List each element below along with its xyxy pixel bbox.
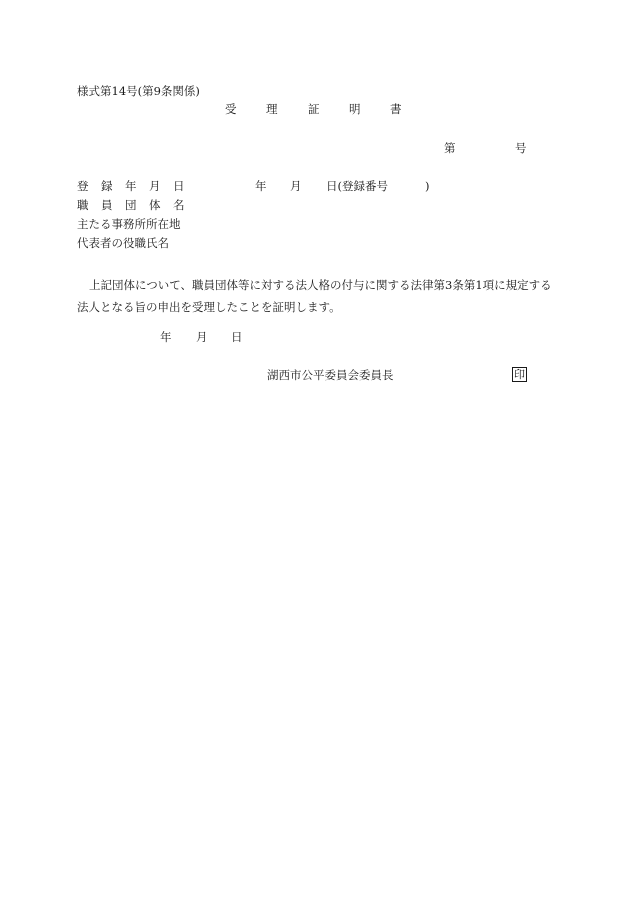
- reg-day-and-number: 日(登録番号: [326, 179, 388, 193]
- form-number: 様式第14号(第9条関係): [77, 84, 200, 98]
- title-char: 書: [390, 102, 402, 116]
- label-char: 名: [173, 198, 185, 212]
- label-char: 年: [125, 179, 137, 193]
- title-char: 理: [266, 102, 278, 116]
- label-char: 職: [77, 198, 89, 212]
- title-char: 明: [349, 102, 361, 116]
- issuer-title: 湖西市公平委員会委員長: [267, 368, 394, 382]
- reg-year: 年: [255, 179, 267, 193]
- issue-month: 月: [196, 330, 208, 344]
- reg-number-close: ): [425, 179, 430, 193]
- seal-mark: 印: [514, 368, 525, 381]
- certification-text: [77, 274, 555, 318]
- issue-day: 日: [231, 330, 243, 344]
- representative-label: 代表者の役職氏名: [77, 236, 169, 250]
- label-char: 員: [101, 198, 113, 212]
- reg-month: 月: [290, 179, 302, 193]
- label-char: 日: [173, 179, 185, 193]
- issue-year: 年: [160, 330, 172, 344]
- label-char: 体: [149, 198, 161, 212]
- label-char: 登: [77, 179, 89, 193]
- doc-number-suffix: 号: [515, 141, 527, 155]
- label-char: 月: [149, 179, 161, 193]
- label-char: 団: [125, 198, 137, 212]
- certification-text-content: 上記団体について、職員団体等に対する法人格の付与に関する法律第3条第1項に規定する法人となる旨の申出を受理したことを証明します。: [77, 278, 552, 314]
- label-char: 録: [101, 179, 113, 193]
- title-char: 受: [225, 102, 237, 116]
- doc-number-prefix: 第: [444, 141, 456, 155]
- office-location-label: 主たる事務所所在地: [77, 217, 181, 231]
- title-char: 証: [308, 102, 320, 116]
